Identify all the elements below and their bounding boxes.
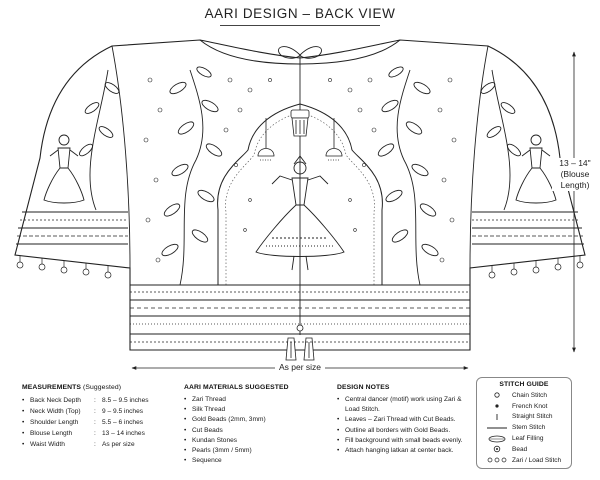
material-item: • Sequence	[184, 457, 222, 465]
right-sleeve-dancer	[516, 135, 556, 203]
french-knot-icon	[482, 402, 512, 410]
design-note-item: • Outline all borders with Gold Beads.	[337, 426, 451, 434]
materials-section	[184, 384, 324, 466]
measurement-row: • Waist Width : As per size	[22, 441, 135, 448]
left-jhumka	[258, 118, 274, 160]
stitch-guide-item: Leaf Filling	[482, 433, 566, 444]
left-sleeve-border	[16, 212, 128, 244]
stitch-guide-item: Stem Stitch	[482, 422, 566, 433]
stem-stitch-icon	[482, 424, 512, 432]
material-item: • Zari Thread	[184, 396, 226, 403]
right-sleeve-border	[472, 212, 584, 244]
width-label: As per size	[245, 362, 355, 372]
stitch-guide-box	[476, 377, 572, 469]
left-sleeve-vine	[78, 70, 121, 210]
bottom-tassels	[286, 325, 314, 360]
design-notes-heading: DESIGN NOTES	[337, 384, 390, 391]
leaf-filling-icon	[482, 435, 512, 443]
stitch-guide-item: Bead	[482, 444, 566, 455]
bead-icon	[482, 445, 512, 453]
measurement-row: • Shoulder Length : 5.5 – 6 inches	[22, 419, 144, 426]
material-item: • Kundan Stones	[184, 436, 238, 444]
measurement-row: • Neck Width (Top) : 9 – 9.5 inches	[22, 408, 144, 415]
materials-heading: AARI MATERIALS SUGGESTED	[184, 384, 289, 391]
right-sleeve-drops	[489, 256, 583, 278]
design-notes-section	[337, 384, 467, 456]
blouse-length-label: 13 – 14" (Blouse Length)	[552, 158, 598, 191]
design-note-item: • Central dancer (motif) work using Zari & Load Stitch.	[337, 396, 462, 414]
material-item: • Pearls (3mm / 5mm)	[184, 447, 252, 455]
left-armhole-seam	[112, 46, 130, 268]
top-latkan	[291, 110, 309, 136]
stitch-guide-item: Zari / Load Stitch	[482, 455, 566, 466]
design-note-item: • Leaves – Zari Thread with Cut Beads.	[337, 416, 456, 424]
left-sleeve-drops	[17, 256, 111, 278]
diagram-title: AARI DESIGN – BACK VIEW	[204, 6, 396, 21]
right-armhole-seam	[470, 46, 488, 268]
chain-stitch-icon	[482, 391, 512, 399]
zari-load-stitch-icon	[482, 456, 512, 464]
stitch-guide-item: Chain Stitch	[482, 390, 566, 401]
stitch-guide-item: French Knot	[482, 401, 566, 412]
right-sleeve-vine	[479, 70, 522, 210]
material-item: • Cut Beads	[184, 426, 223, 434]
body-vine-left	[160, 65, 223, 285]
measurements-section	[22, 384, 182, 450]
right-jhumka	[326, 118, 342, 160]
stitch-guide-heading: STITCH GUIDE	[499, 381, 549, 388]
left-sleeve-dancer	[44, 135, 84, 203]
measurement-row: • Back Neck Depth : 8.5 – 9.5 inches	[22, 397, 149, 404]
design-note-item: • Fill background with small beads evenly.	[337, 436, 463, 444]
measurements-heading: MEASUREMENTS (Suggested)	[22, 384, 122, 391]
straight-stitch-icon	[482, 413, 512, 421]
body-vine-right	[376, 65, 439, 285]
material-item: • Silk Thread	[184, 406, 226, 414]
material-item: • Gold Beads (2mm, 3mm)	[184, 416, 266, 424]
measurement-row: • Blouse Length : 13 – 14 inches	[22, 430, 145, 437]
design-note-item: • Attach hanging latkan at center back.	[337, 447, 454, 455]
stitch-guide-item: Straight Stitch	[482, 412, 566, 423]
